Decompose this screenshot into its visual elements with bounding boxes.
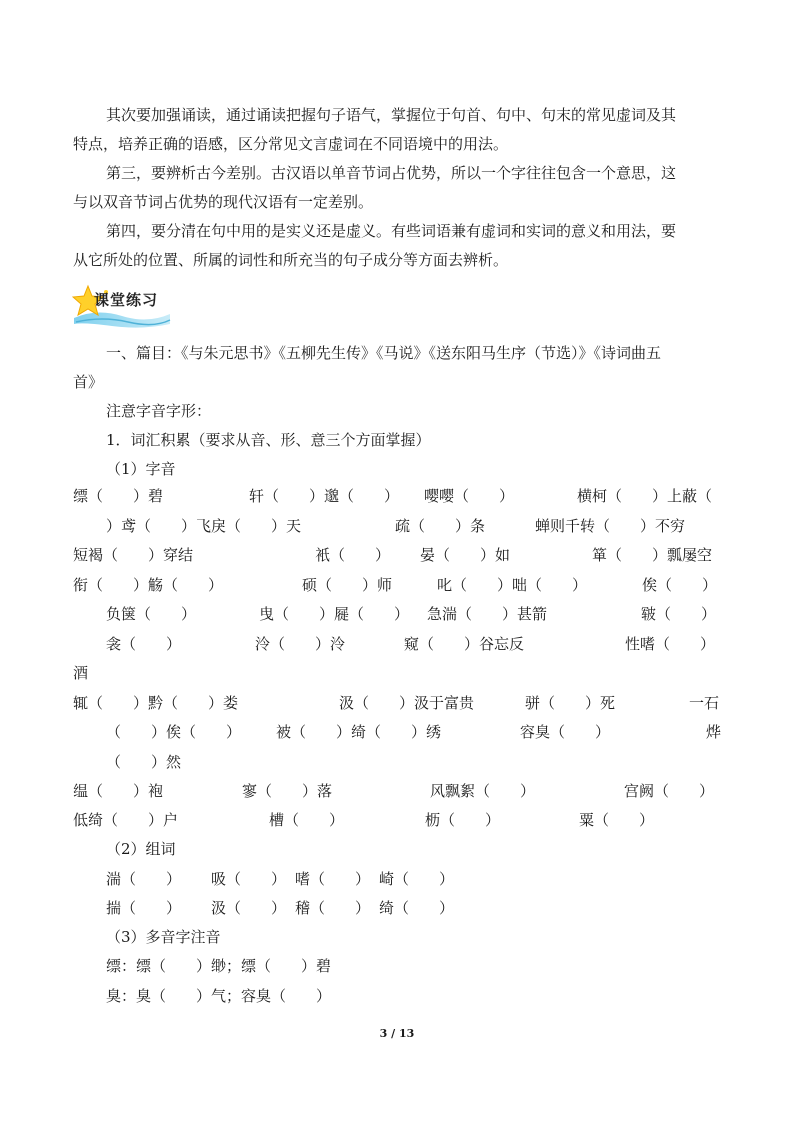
pronunciation-line xyxy=(0,511,794,541)
pronunciation-item: 寥（ ）落 xyxy=(242,782,333,800)
pronunciation-item: 短褐（ ）穿结 xyxy=(73,546,194,564)
part1-note: 注意字音字形： xyxy=(106,402,212,420)
word-forming-line xyxy=(0,893,794,923)
pronunciation-item: 缊（ ）袍 xyxy=(73,782,164,800)
pronunciation-item: 俟（ ） xyxy=(642,576,718,594)
pronunciation-item: 风飘絮（ ） xyxy=(430,782,536,800)
intro-paragraph-3-line-1: 第四，要分清在句中用的是实义还是虚义。有些词语兼有虚词和实词的意义和用法，要 xyxy=(106,222,677,240)
pronunciation-item: 容臭（ ） xyxy=(520,723,611,741)
pronunciation-line xyxy=(0,481,794,511)
intro-paragraph-2-line-1: 第三，要辨析古今差别。古汉语以单音节词占优势，所以一个字往往包含一个意思，这 xyxy=(106,164,677,182)
pronunciation-item: 叱（ ）咄（ ） xyxy=(437,576,588,594)
pronunciation-item: 烨 xyxy=(706,723,722,741)
intro-paragraph-1-line-2: 特点，培养正确的语感，区分常见文言虚词在不同语境中的用法。 xyxy=(73,135,509,153)
part1-vocab-heading: 1．词汇积累（要求从音、形、意三个方面掌握） xyxy=(106,431,431,449)
pronunciation-item: 辄（ ）黔（ ）娄 xyxy=(73,694,239,712)
pronunciation-item: 疏（ ）条 xyxy=(395,517,486,535)
word-forming-item: 绮（ ） xyxy=(379,899,455,917)
polyphone-line: 缥：缥（ ）缈；缥（ ）碧 xyxy=(106,957,332,975)
pronunciation-item: 酒 xyxy=(73,664,89,682)
pronunciation-item: 皲（ ） xyxy=(641,605,717,623)
pronunciation-item: 箪（ ）瓢屡空 xyxy=(592,546,713,564)
word-forming-item: 汲（ ） xyxy=(211,899,287,917)
pronunciation-item: 晏（ ）如 xyxy=(420,546,511,564)
pronunciation-item: 蝉则千转（ ）不穷 xyxy=(535,517,686,535)
pronunciation-line xyxy=(0,570,794,600)
pronunciation-item: 槽（ ） xyxy=(269,811,345,829)
part1-title-line-1: 一、篇目：《与朱元思书》《五柳先生传》《马说》《送东阳马生序（节选）》《诗词曲五 xyxy=(106,344,662,362)
pronunciation-item: 汲（ ）汲于富贵 xyxy=(339,694,475,712)
section-title: 课堂练习 xyxy=(94,291,159,309)
word-forming-heading: （2）组词 xyxy=(106,840,176,858)
pronunciation-item: 缥（ ）碧 xyxy=(73,487,164,505)
pronunciation-item: 急湍（ ）甚箭 xyxy=(427,605,548,623)
polyphone-line: 臭：臭（ ）气；容臭（ ） xyxy=(106,987,332,1005)
intro-paragraph-2-line-2: 与以双音节词占优势的现代汉语有一定差别。 xyxy=(73,193,374,211)
pronunciation-item: 窥（ ）谷忘反 xyxy=(404,635,525,653)
pronunciation-item: 枥（ ） xyxy=(425,811,501,829)
word-forming-line xyxy=(0,864,794,894)
pronunciation-line xyxy=(0,540,794,570)
pronunciation-line xyxy=(0,776,794,806)
word-forming-item: 稽（ ） xyxy=(295,899,371,917)
pronunciation-item: 横柯（ ）上蔽（ xyxy=(577,487,713,505)
pronunciation-item: 负箧（ ） xyxy=(106,605,197,623)
pronunciation-line xyxy=(0,805,794,835)
part1-pronunciation-heading: （1）字音 xyxy=(106,460,176,478)
pronunciation-item: ）鸢（ ）飞戾（ ）天 xyxy=(106,517,302,535)
word-forming-item: 崎（ ） xyxy=(379,870,455,888)
word-forming-item: 揣（ ） xyxy=(106,899,182,917)
pronunciation-item: 衾（ ） xyxy=(106,635,182,653)
intro-paragraph-3-line-2: 从它所处的位置、所属的词性和所充当的句子成分等方面去辨析。 xyxy=(73,251,509,269)
part1-title-line-2: 首》 xyxy=(73,373,104,391)
pronunciation-item: 曳（ ）屣（ ） xyxy=(259,605,410,623)
pronunciation-item: 一石 xyxy=(689,694,720,712)
pronunciation-item: 宫阙（ ） xyxy=(624,782,715,800)
pronunciation-line xyxy=(0,658,794,688)
pronunciation-line xyxy=(0,717,794,747)
word-forming-item: 嗜（ ） xyxy=(295,870,371,888)
pronunciation-item: 低绮（ ）户 xyxy=(73,811,179,829)
pronunciation-line xyxy=(0,629,794,659)
pronunciation-line xyxy=(0,599,794,629)
intro-paragraph-1-line-1: 其次要加强诵读，通过诵读把握句子语气，掌握位于句首、句中、句末的常见虚词及其 xyxy=(106,106,677,124)
pronunciation-item: （ ）然 xyxy=(106,753,182,771)
pronunciation-item: 硕（ ）师 xyxy=(302,576,393,594)
page-number: 3 / 13 xyxy=(379,1027,415,1040)
polyphone-heading: （3）多音字注音 xyxy=(106,928,221,946)
word-forming-item: 吸（ ） xyxy=(211,870,287,888)
pronunciation-item: 轩（ ）邈（ ） xyxy=(249,487,400,505)
pronunciation-item: 粟（ ） xyxy=(579,811,655,829)
pronunciation-item: 泠（ ）泠 xyxy=(255,635,346,653)
pronunciation-item: 性嗜（ ） xyxy=(625,635,716,653)
pronunciation-item: 衔（ ）觞（ ） xyxy=(73,576,224,594)
pronunciation-item: 被（ ）绮（ ）绣 xyxy=(276,723,442,741)
word-forming-item: 湍（ ） xyxy=(106,870,182,888)
pronunciation-item: 嘤嘤（ ） xyxy=(424,487,515,505)
pronunciation-item: 衹（ ） xyxy=(315,546,391,564)
pronunciation-item: 骈（ ）死 xyxy=(525,694,616,712)
pronunciation-line xyxy=(0,747,794,777)
pronunciation-item: （ ）俟（ ） xyxy=(106,723,242,741)
pronunciation-line xyxy=(0,688,794,718)
